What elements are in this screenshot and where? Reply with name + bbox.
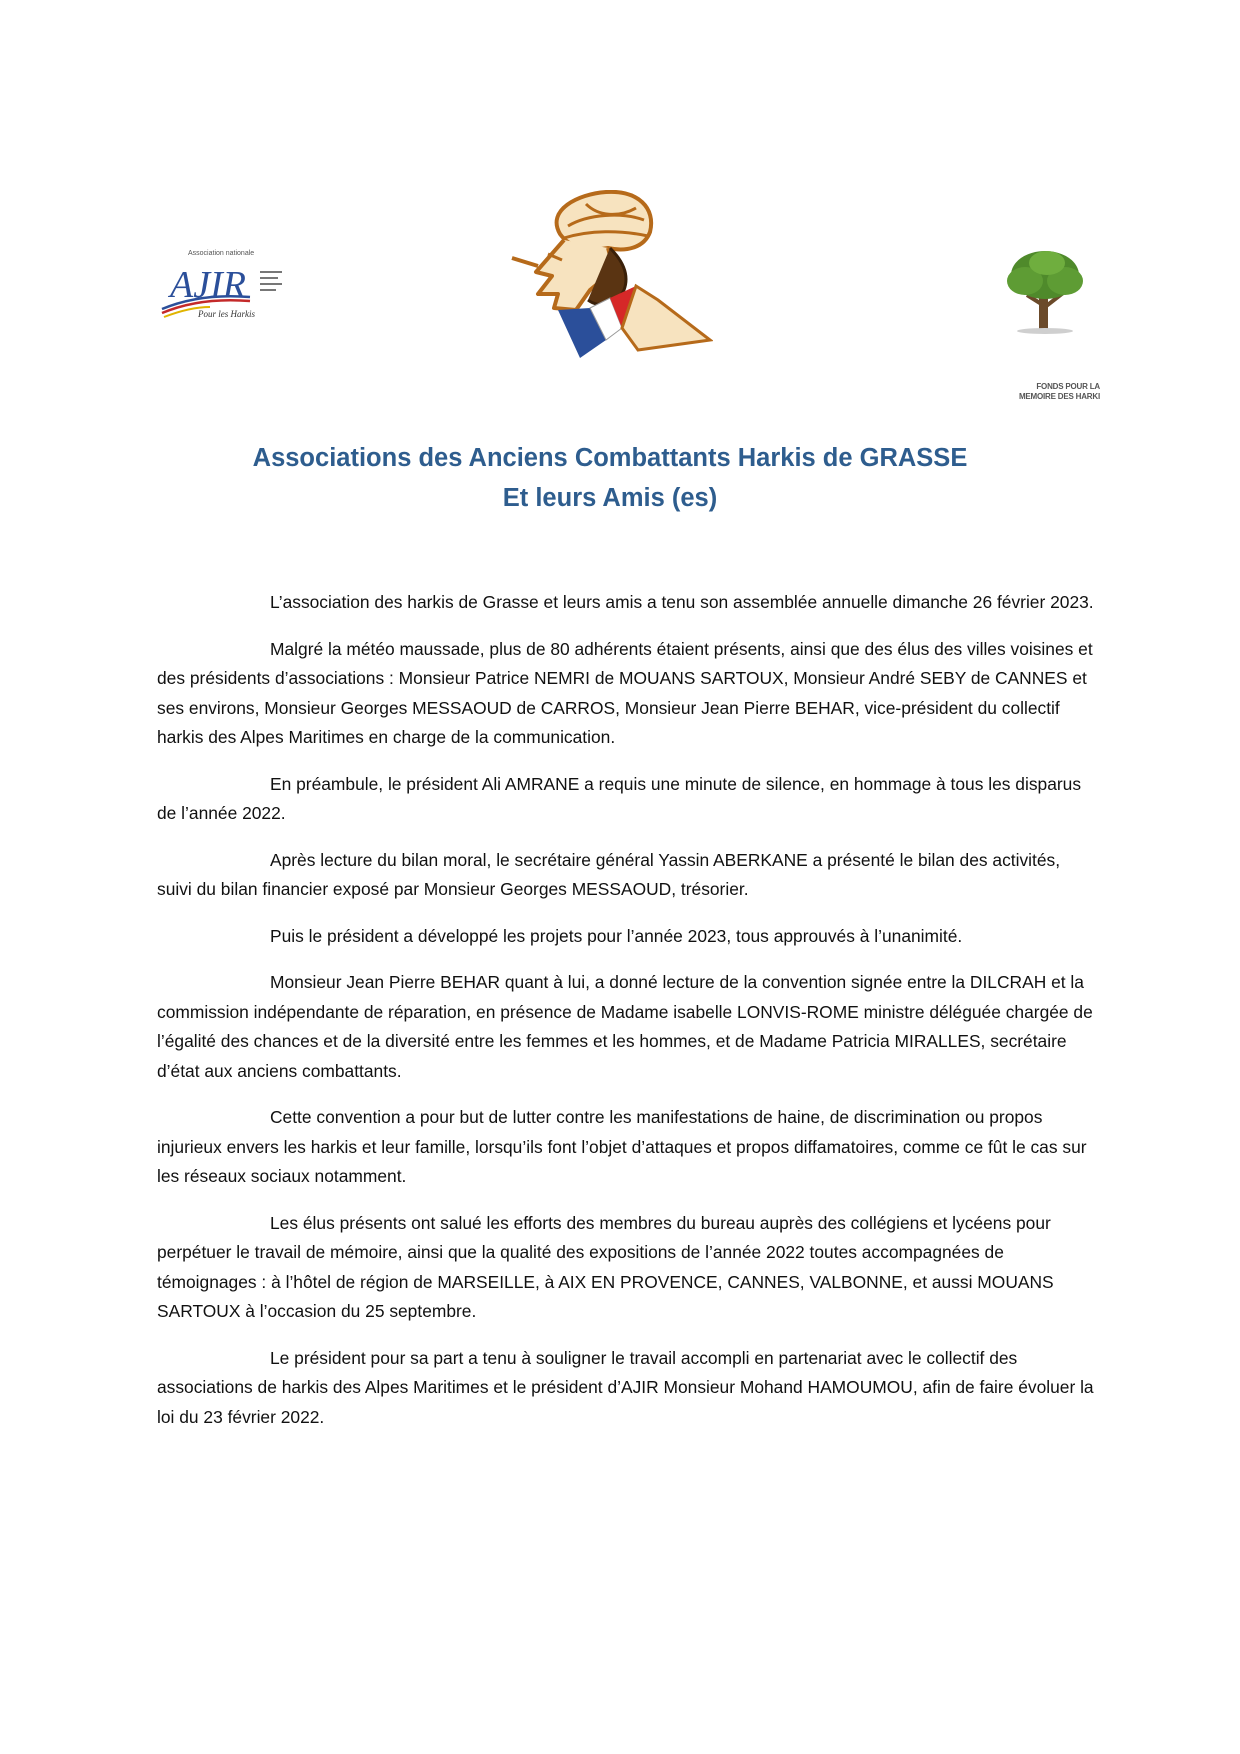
tree-caption-line: MEMOIRE DES HARKI [1018, 392, 1100, 401]
ajir-logo-name: AJIR [170, 264, 246, 306]
paragraph: Puis le président a développé les projets pour l’année 2023, tous approuvés à l’unanimité. [270, 925, 963, 946]
ajir-logo-tagline: Pour les Harkis [198, 309, 255, 319]
paragraph: Le président pour sa part a tenu à souligner le travail accompli en partenariat avec le collectif des associations de harkis des Alpes Maritimes et le président d’AJIR Monsieur Mohand HAMOUMOU, afin de faire évoluer la loi du 23 février 2022. [157, 1347, 1094, 1427]
page-title [140, 438, 1080, 518]
tree-logo [995, 245, 1095, 335]
paragraph: Les élus présents ont salué les efforts des membres du bureau auprès des collégiens et lycéens pour perpétuer le travail de mémoire, ainsi que la qualité des expositions de l’année 2022 toutes accompagnées de témoignages : à l’hôtel de région de MARSEILLE, à AIX EN PROVENCE, CANNES, VALBONNE, et aussi MOUANS SARTOUX à l’occasion du 25 septembre. [157, 1212, 1054, 1321]
paragraph: L’association des harkis de Grasse et leurs amis a tenu son assemblée annuelle dimanche 26 février 2023. [270, 592, 1094, 612]
paragraph: Monsieur Jean Pierre BEHAR quant à lui, a donné lecture de la convention signée entre la DILCRAH et la commission indépendante de réparation, en présence de Madame isabelle LONVIS-ROME ministre déléguée chargée de l’égalité des chances et de la diversité entre les femmes et les hommes, et de Madame Patricia MIRALLES, secrétaire d’état aux anciens combattants. [157, 972, 1093, 1081]
tree-caption [940, 382, 1100, 402]
paragraph: En préambule, le président Ali AMRANE a requis une minute de silence, en hommage à tous les disparus de l’année 2022. [157, 773, 1082, 823]
article-body [157, 588, 1097, 1449]
paragraph: Cette convention a pour but de lutter contre les manifestations de haine, de discrimination ou propos injurieux envers les harkis et leur famille, lorsqu’ils font l’objet d’attaques et propos diffamatoires, comme ce fût le cas sur les réseaux sociaux notamment. [157, 1107, 1087, 1186]
title-line-1: Associations des Anciens Combattants Harkis de GRASSE [252, 444, 968, 472]
harki-figure-illustration [498, 190, 713, 360]
paragraph: Malgré la météo maussade, plus de 80 adhérents étaient présents, ainsi que des élus des villes voisines et des présidents d’associations : Monsieur Patrice NEMRI de MOUANS SARTOUX, Monsieur André SEBY de CANNES et ses environs, Monsieur Georges MESSAOUD de CARROS, Monsieur Jean Pierre BEHAR, vice-président du collectif harkis des Alpes Maritimes en charge de la communication. [157, 638, 1093, 747]
ajir-logo-small-text: Association nationale [188, 250, 255, 257]
title-line-2: Et leurs Amis (es) [502, 484, 718, 512]
tree-caption-line: FONDS POUR LA [1036, 382, 1100, 391]
ajir-logo [160, 245, 320, 335]
paragraph: Après lecture du bilan moral, le secrétaire général Yassin ABERKANE a présenté le bilan des activités, suivi du bilan financier exposé par Monsieur Georges MESSAOUD, trésorier. [157, 849, 1061, 899]
